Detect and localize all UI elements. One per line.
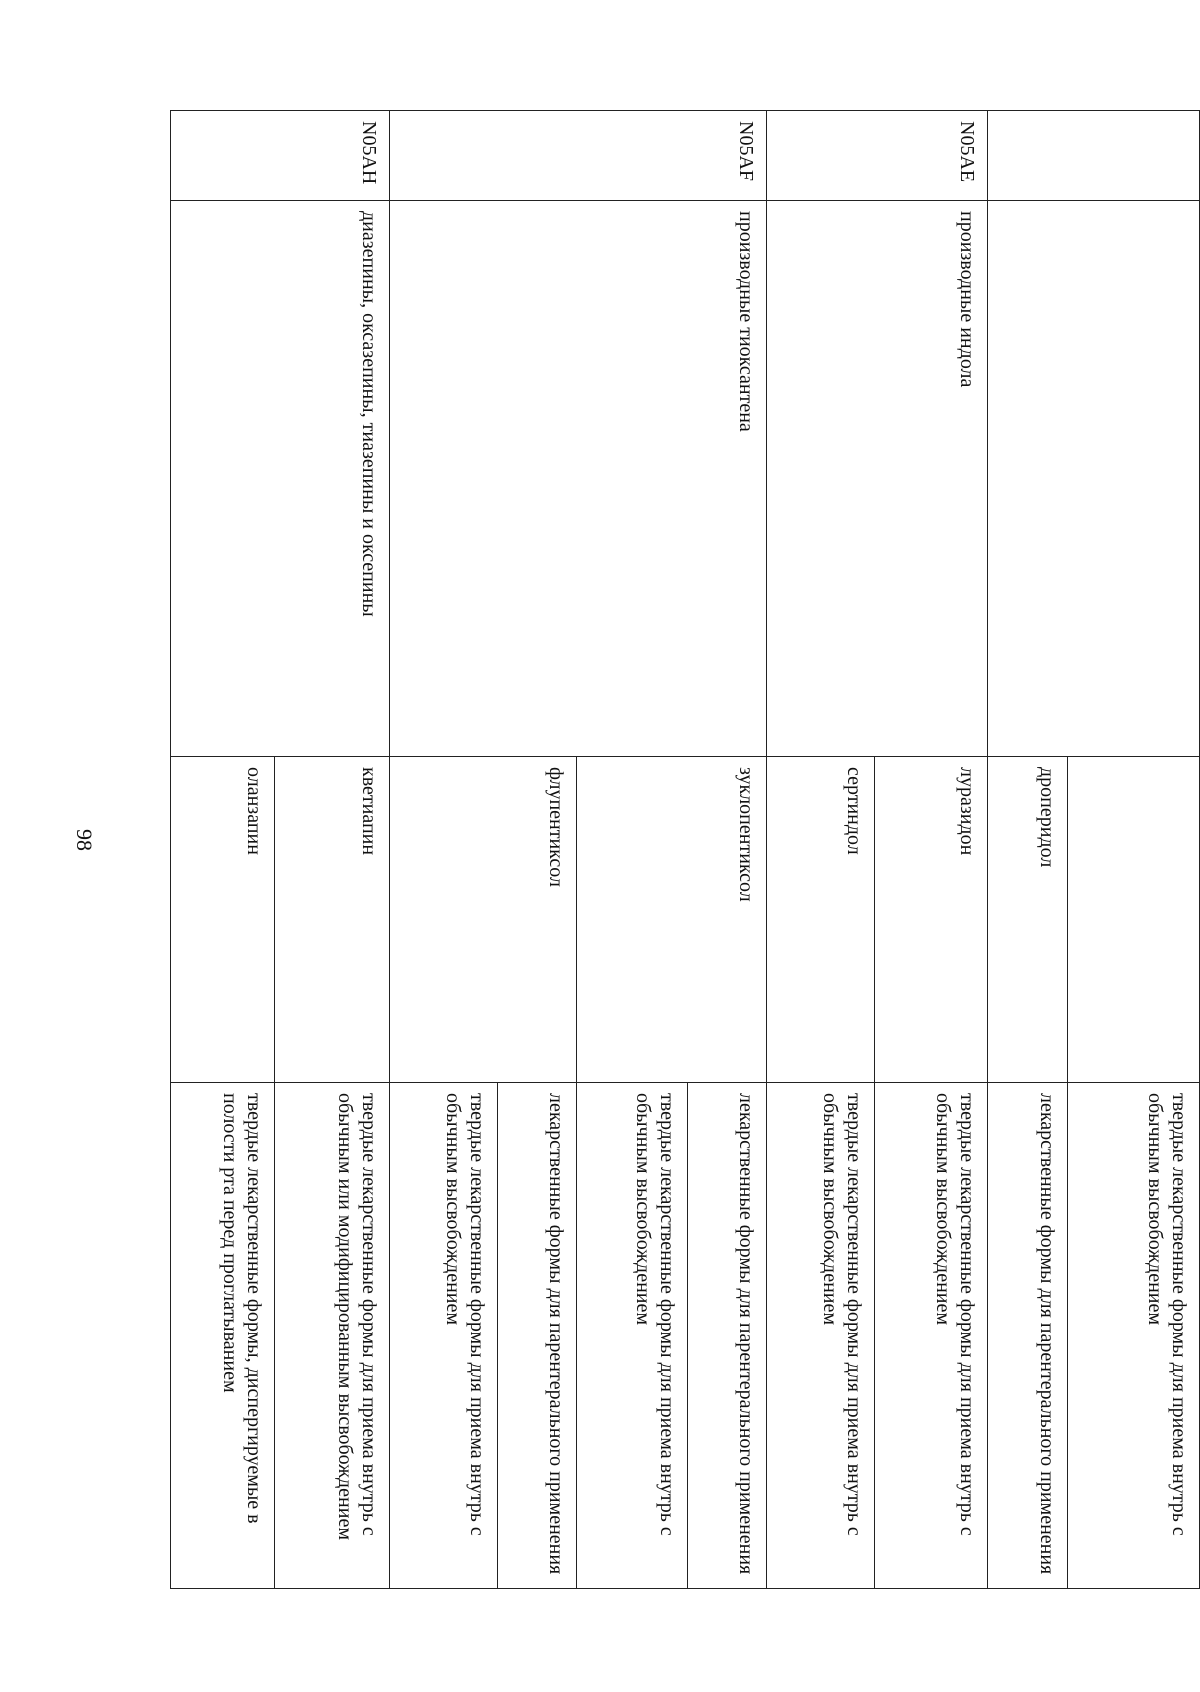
form-cell: твердые лекарственные формы для приема внутрь с обычным или модифицированным высвобождением — [274, 1083, 389, 1589]
form-cell: твердые лекарственные формы для приема внутрь с обычным высвобождением — [577, 1083, 687, 1589]
form-cell: твердые лекарственные формы для приема внутрь с обычным высвобождением — [875, 1083, 988, 1589]
drug-cell: зуклопентиксол — [577, 757, 767, 1083]
rotated-table-container — [170, 110, 1200, 1590]
form-cell: лекарственные формы для парентерального применения — [687, 1083, 766, 1589]
drug-cell — [1067, 757, 1199, 1083]
table-row — [1067, 111, 1199, 1589]
form-cell: лекарственные формы для парентерального применения — [497, 1083, 576, 1589]
atc-code-cell: N05AE — [767, 111, 988, 201]
drug-cell: кветиапин — [274, 757, 389, 1083]
form-cell: твердые лекарственные формы, диспергируемые в полости рта перед проглатыванием — [171, 1083, 275, 1589]
atc-code-cell: N05AF — [389, 111, 767, 201]
table-row — [875, 111, 988, 1589]
drug-cell: оланзапин — [171, 757, 275, 1083]
table-row — [687, 111, 766, 1589]
group-cell: производные тиоксантена — [389, 201, 767, 757]
drug-cell: сертиндол — [767, 757, 875, 1083]
table-row — [274, 111, 389, 1589]
drug-cell: дроперидол — [988, 757, 1067, 1083]
group-cell — [988, 201, 1200, 757]
form-cell: лекарственные формы для парентерального применения — [988, 1083, 1067, 1589]
drug-cell: флупентиксол — [389, 757, 577, 1083]
page-number: 98 — [72, 829, 97, 851]
group-cell: производные индола — [767, 201, 988, 757]
drug-table — [170, 110, 1200, 1589]
atc-code-cell — [988, 111, 1200, 201]
atc-code-cell: N05AH — [171, 111, 390, 201]
form-cell: твердые лекарственные формы для приема внутрь с обычным высвобождением — [389, 1083, 497, 1589]
form-cell: твердые лекарственные формы для приема внутрь с обычным высвобождением — [767, 1083, 875, 1589]
group-cell: диазепины, оксазепины, тиазепины и оксепины — [171, 201, 390, 757]
form-cell: твердые лекарственные формы для приема внутрь с обычным высвобождением — [1067, 1083, 1199, 1589]
drug-cell: луразидон — [875, 757, 988, 1083]
